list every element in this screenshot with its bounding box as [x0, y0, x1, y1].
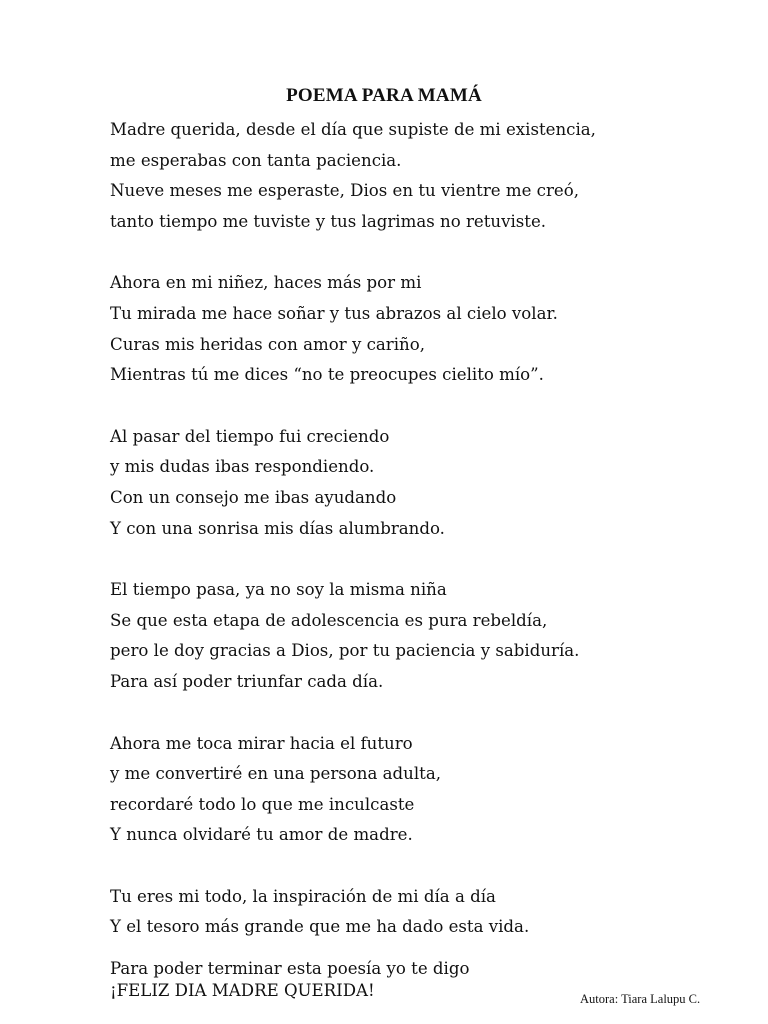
poem-line: Y con una sonrisa mis días alumbrando. — [110, 518, 445, 538]
poem-line: pero le doy gracias a Dios, por tu paciencia y sabiduría. — [110, 641, 580, 661]
poem-line: Al pasar del tiempo fui creciendo — [110, 426, 390, 446]
closing-line: Para poder terminar esta poesía yo te digo — [110, 959, 470, 978]
poem-line: Mientras tú me dices “no te preocupes cielito mío”. — [110, 365, 544, 385]
poem-line: y me convertiré en una persona adulta, — [110, 764, 441, 784]
poem-line: y mis dudas ibas respondiendo. — [110, 457, 375, 477]
stanza-2 — [110, 268, 730, 390]
poem-line: Madre querida, desde el día que supiste de mi existencia, — [110, 120, 596, 139]
poem-line: El tiempo pasa, ya no soy la misma niña — [110, 580, 447, 600]
stanza-4 — [110, 575, 730, 697]
stanza-3 — [110, 422, 730, 544]
poem-body — [110, 115, 730, 974]
stanza-1 — [110, 115, 730, 237]
poem-line: Ahora me toca mirar hacia el futuro — [110, 733, 413, 753]
poem-line: me esperabas con tanta paciencia. — [110, 150, 402, 170]
poem-line: Para así poder triunfar cada día. — [110, 671, 384, 691]
poem-line: Tu mirada me hace soñar y tus abrazos al cielo volar. — [110, 303, 558, 323]
poem-line: Ahora en mi niñez, haces más por mi — [110, 273, 422, 293]
poem-line: recordaré todo lo que me inculcaste — [110, 794, 415, 814]
poem-line: Y nunca olvidaré tu amor de madre. — [110, 825, 413, 845]
stanza-5 — [110, 729, 730, 851]
poem-line: Con un consejo me ibas ayudando — [110, 487, 397, 507]
poem-line: Tu eres mi todo, la inspiración de mi día a día — [110, 886, 496, 906]
stanza-6 — [110, 882, 730, 943]
poem-line: Se que esta etapa de adolescencia es pura rebeldía, — [110, 610, 548, 630]
author-credit: Autora: Tiara Lalupu C. — [580, 992, 701, 1006]
poem-line: Nueve meses me esperaste, Dios en tu vientre me creó, — [110, 181, 579, 201]
poem-title: POEMA PARA MAMÁ — [286, 85, 482, 106]
poem-line: tanto tiempo me tuviste y tus lagrimas no retuviste. — [110, 211, 547, 231]
closing-line: ¡FELIZ DIA MADRE QUERIDA! — [110, 981, 375, 1000]
poem-line: Curas mis heridas con amor y cariño, — [110, 334, 425, 354]
poem-closing — [110, 958, 610, 1002]
poem-line: Y el tesoro más grande que me ha dado esta vida. — [110, 917, 530, 937]
